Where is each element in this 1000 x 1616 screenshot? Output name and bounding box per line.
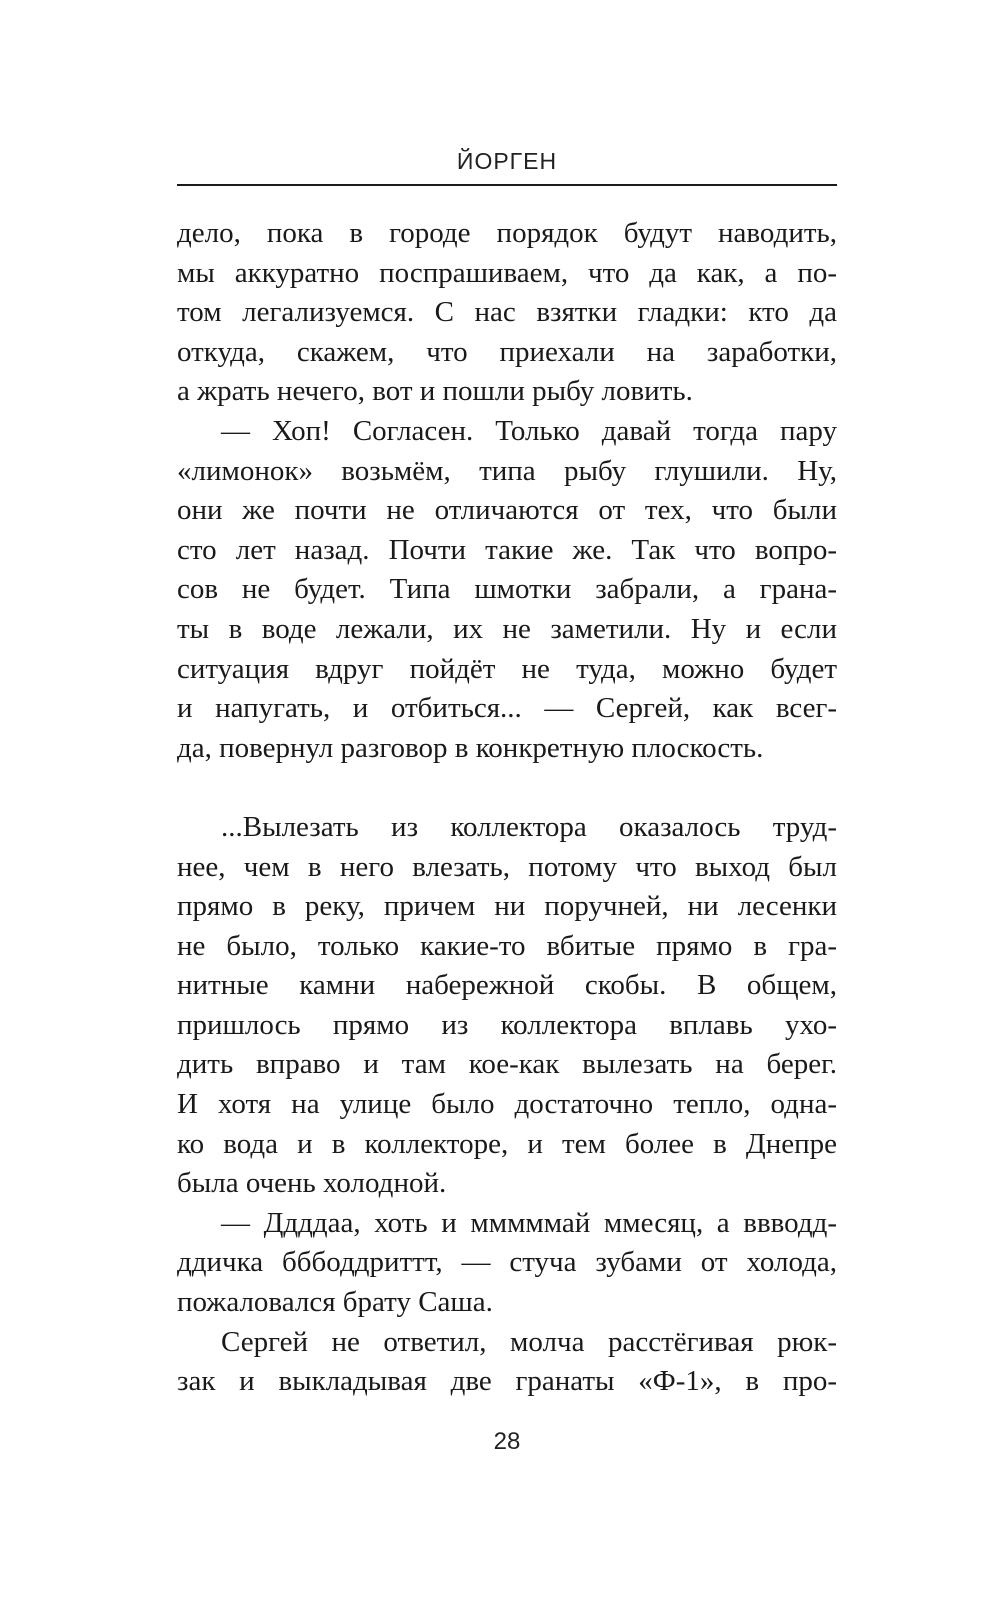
text-line: ситуация вдруг пойдёт не туда, можно будет	[177, 652, 837, 685]
text-line: да, повернул разговор в конкретную плоскость.	[177, 731, 764, 764]
text-line: — Хоп! Согласен. Только давай тогда пару	[221, 414, 837, 447]
text-line: дить вправо и там кое-как вылезать на берег.	[177, 1048, 837, 1081]
text-line: ...Вылезать из коллектора оказалось труд-	[221, 810, 837, 843]
text-line: ко вода и в коллекторе, и тем более в Днепре	[177, 1127, 837, 1160]
text-line: ты в воде лежали, их не заметили. Ну и если	[177, 612, 837, 645]
text-line: дело, пока в городе порядок будут наводить,	[177, 217, 837, 249]
text-line: Сергей не ответил, молча расстёгивая рюк-	[221, 1325, 837, 1358]
text-line: они же почти не отличаются от тех, что были	[177, 494, 837, 527]
running-title: ЙОРГЕН	[456, 148, 558, 174]
text-line: откуда, скажем, что приехали на заработки,	[177, 335, 837, 368]
text-line: мы аккуратно поспрашиваем, что да как, а по-	[177, 256, 837, 289]
text-line: нее, чем в него влезать, потому что выход был	[177, 850, 837, 883]
text-line: ддичка бббоддриттт, — стуча зубами от холода,	[177, 1246, 837, 1279]
section-break	[177, 768, 837, 808]
text-line: не было, только какие-то вбитые прямо в гра-	[177, 929, 837, 962]
text-line: том легализуемся. С нас взятки гладки: кто да	[177, 296, 837, 329]
text-line: пожаловался брату Саша.	[177, 1286, 493, 1319]
body-text	[177, 214, 837, 1402]
text-line: — Ддддаа, хоть и мммммай ммесяц, а ввводд-	[221, 1206, 837, 1239]
text-line: была очень холодной.	[177, 1167, 447, 1200]
text-line: пришлось прямо из коллектора вплавь ухо-	[177, 1008, 837, 1041]
page-number: 28	[493, 1428, 521, 1455]
text-line: а жрать нечего, вот и пошли рыбу ловить.	[177, 375, 693, 408]
text-line: «лимонок» возьмём, типа рыбу глушили. Ну,	[177, 454, 837, 487]
text-line: И хотя на улице было достаточно тепло, одна-	[177, 1088, 837, 1121]
text-line: сов не будет. Типа шмотки забрали, а грана-	[177, 573, 837, 606]
text-line: нитные камни набережной скобы. В общем,	[177, 969, 837, 1002]
header-rule	[177, 184, 837, 186]
text-line: и напугать, и отбиться... — Сергей, как всег-	[177, 692, 837, 725]
text-line: прямо в реку, причем ни поручней, ни лесенки	[177, 890, 837, 923]
text-line: сто лет назад. Почти такие же. Так что вопро-	[177, 533, 837, 566]
text-line: зак и выкладывая две гранаты «Ф-1», в про-	[177, 1365, 837, 1398]
